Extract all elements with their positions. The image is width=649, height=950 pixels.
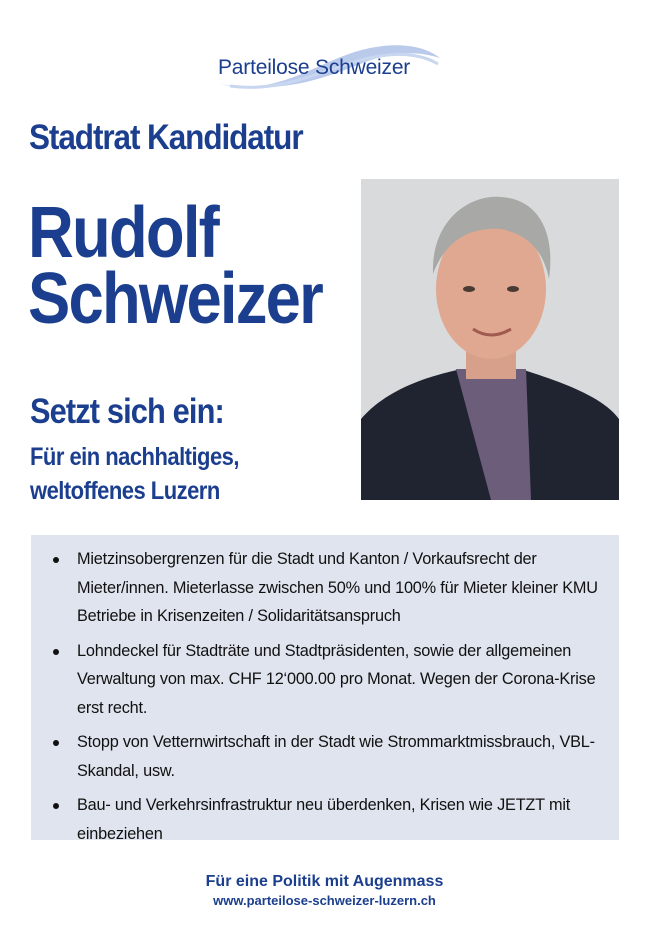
first-name: Rudolf	[28, 193, 219, 273]
bullet-icon	[53, 803, 59, 809]
party-logo	[200, 38, 450, 90]
list-item-text: Lohndeckel für Stadträte und Stadtpräsidenten, sowie der allgemeinen Verwaltung von max. CHF 12‘000.00 pro Monat. Wegen der Corona-Krise erst recht.	[77, 641, 596, 717]
last-name: Schweizer	[28, 259, 323, 339]
logo-text: Parteilose Schweizer	[218, 56, 411, 79]
bullet-icon	[53, 740, 59, 746]
commitment-line: weltoffenes Luzern	[30, 477, 220, 505]
list-item	[77, 728, 599, 785]
list-item	[77, 545, 599, 631]
candidate-name	[28, 193, 323, 339]
list-item-text: Bau- und Verkehrsinfrastruktur neu überdenken, Krisen wie JETZT mit einbeziehen	[77, 796, 571, 843]
footer-slogan: Für eine Politik mit Augenmass	[205, 873, 444, 890]
subtitle: Stadtrat Kandidatur	[29, 118, 303, 157]
list-item	[77, 791, 599, 848]
list-item	[77, 637, 599, 723]
list-item-text: Stopp von Vetternwirtschaft in der Stadt wie Strommarktmissbrauch, VBL-Skandal, usw.	[77, 733, 595, 780]
commitment-heading: Setzt sich ein:	[30, 392, 224, 431]
bullet-icon	[53, 649, 59, 655]
policy-list	[31, 535, 619, 848]
list-item-text: Mietzinsobergrenzen für die Stadt und Kanton / Vorkaufsrecht der Mieter/innen. Mieterlasse zwischen 50% und 100% für Mieter kleiner KMU Betriebe in Krisenzeiten / Solidaritätsanspruch	[77, 550, 598, 625]
commitment-line: Für ein nachhaltiges,	[30, 443, 239, 471]
commitment-text	[30, 440, 239, 508]
candidate-photo	[361, 179, 619, 500]
policy-list-box	[31, 535, 619, 843]
footer-url[interactable]: www.parteilose-schweizer-luzern.ch	[213, 893, 436, 908]
bullet-icon	[53, 557, 59, 563]
